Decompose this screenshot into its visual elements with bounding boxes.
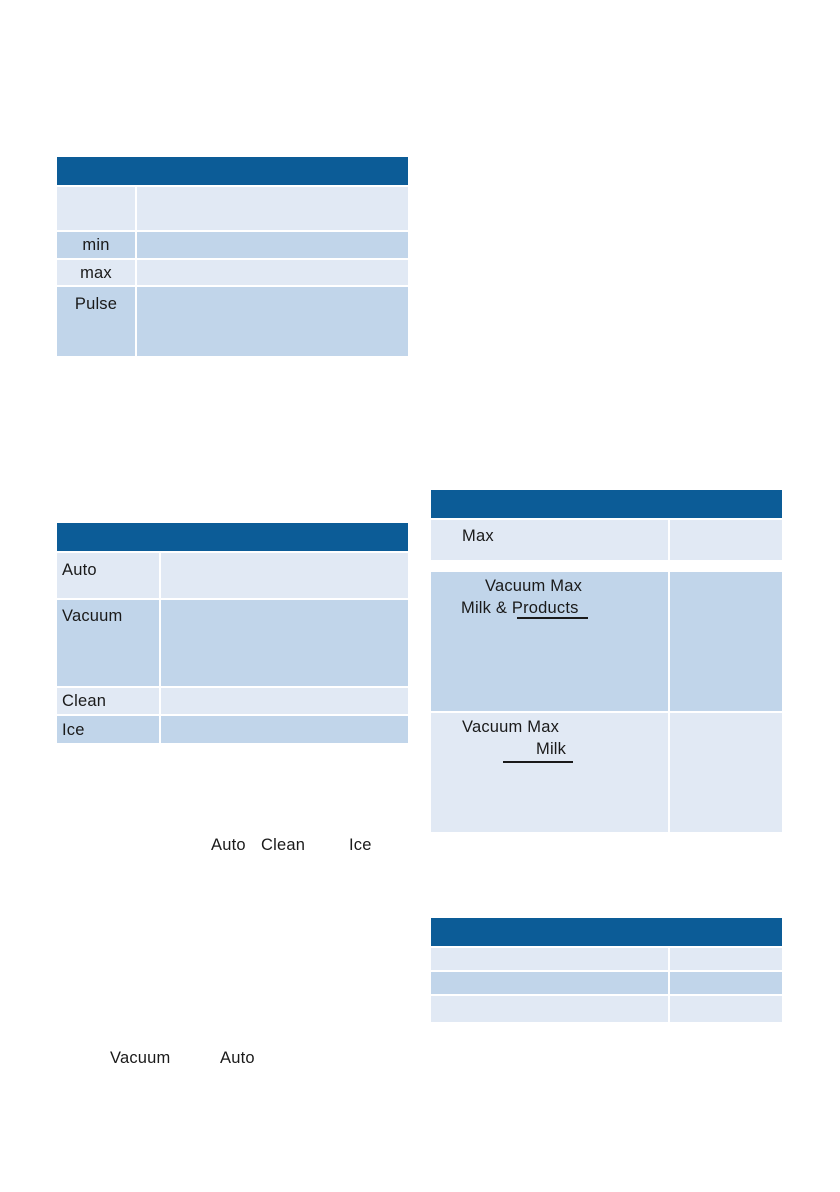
speed-row-1-desc [137,187,408,230]
program-row-ice-label [57,716,159,743]
vacuum-row-1-value [670,520,782,560]
program-row-clean-label [57,688,159,714]
small-row-1-value [670,948,782,970]
body-text-auto: Auto [211,836,246,854]
small-row-2-label [431,972,668,994]
small-row-2-value [670,972,782,994]
small-row-3-value [670,996,782,1022]
vacuum-row-3-line1: Vacuum Max [462,718,560,736]
speed-max-text: max [80,264,112,282]
vacuum-table [431,490,782,832]
small-row-3-label [431,996,668,1022]
small-table [431,918,782,1022]
speed-table-header [57,157,408,185]
program-table [57,523,408,743]
program-row-ice-desc [161,716,408,743]
body-text-clean: Clean [261,836,306,854]
small-row-1-label [431,948,668,970]
program-ice-text: Ice [62,721,85,739]
vacuum-row-2-line2: Milk & Products [461,599,579,617]
program-row-clean-desc [161,688,408,714]
small-table-header [431,918,782,946]
body-text-ice: Ice [349,836,372,854]
vacuum-row-3-value [670,713,782,832]
program-clean-text: Clean [62,692,107,710]
program-row-auto-desc [161,553,408,598]
speed-row-max-label [57,260,135,285]
vacuum-row-3-line2: Milk [536,740,567,758]
speed-row-min-label [57,232,135,258]
body-text-auto-2: Auto [220,1049,255,1067]
vacuum-row-3-underline [503,761,573,763]
speed-row-pulse-desc [137,287,408,356]
vacuum-table-header [431,490,782,518]
speed-row-min-desc [137,232,408,258]
speed-min-text: min [82,236,110,254]
program-auto-text: Auto [62,561,97,579]
program-row-vacuum-label [57,600,159,686]
speed-pulse-text: Pulse [74,295,118,313]
program-row-vacuum-desc [161,600,408,686]
speed-row-max-desc [137,260,408,285]
vacuum-row-2-line1: Vacuum Max [485,577,583,595]
speed-row-1-label [57,187,135,230]
speed-row-pulse-label [57,287,135,356]
speed-table [57,157,408,356]
program-row-auto-label [57,553,159,598]
program-vacuum-text: Vacuum [62,607,123,625]
program-table-header [57,523,408,551]
vacuum-row-1-max: Max [462,527,494,545]
vacuum-row-2-underline [517,617,588,619]
body-text-vacuum: Vacuum [110,1049,171,1067]
vacuum-row-2-value [670,572,782,711]
